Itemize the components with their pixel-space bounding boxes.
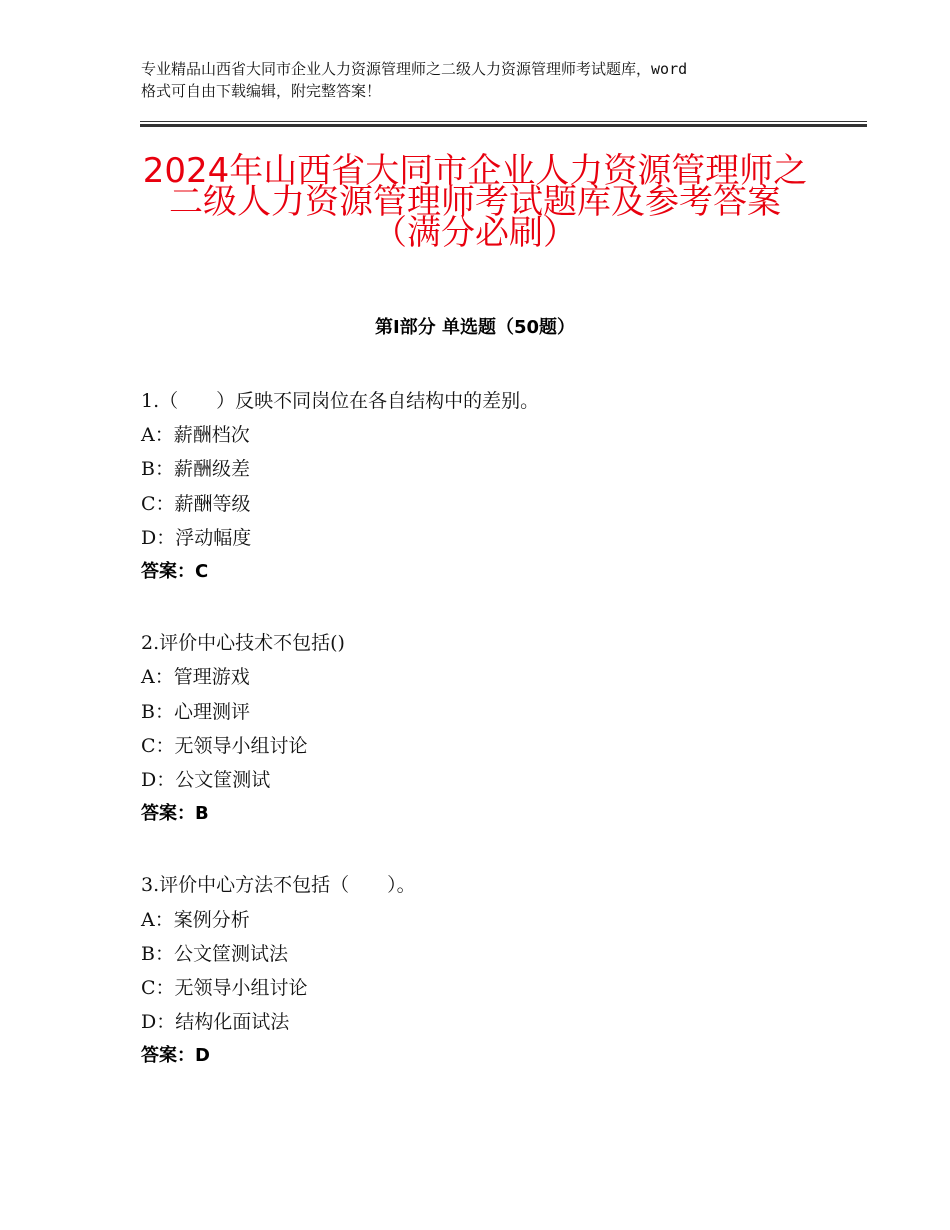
title-line: 二级人力资源管理师考试题库及参考答案 <box>169 182 781 222</box>
option-d: D：结构化面试法 <box>141 1011 290 1034</box>
question-list <box>141 384 841 1111</box>
header-divider-thick <box>140 124 867 127</box>
option-c: C：薪酬等级 <box>141 492 251 515</box>
title-line: 2024年山西省大同市企业人力资源管理师之 <box>142 151 808 191</box>
question-item <box>141 626 841 831</box>
answer-key: 答案：C <box>141 561 209 583</box>
answer-key: 答案：B <box>141 803 209 825</box>
question-stem: 3.评价中心方法不包括（ ）。 <box>141 874 416 897</box>
answer-key: 答案：D <box>141 1045 210 1067</box>
option-b: B：心理测评 <box>141 700 250 723</box>
header-note-line: 专业精品山西省大同市企业人力资源管理师之二级人力资源管理师考试题库，word <box>141 60 688 78</box>
question-item <box>141 868 841 1073</box>
option-d: D：浮动幅度 <box>141 526 252 549</box>
title-line: （满分必刷） <box>373 213 577 253</box>
option-b: B：公文筐测试法 <box>141 942 288 965</box>
question-item <box>141 384 841 589</box>
header-note <box>141 58 831 102</box>
option-a: A：薪酬档次 <box>141 424 250 447</box>
header-divider-thin <box>140 121 867 122</box>
option-c: C：无领导小组讨论 <box>141 977 308 1000</box>
option-a: A：案例分析 <box>141 908 250 931</box>
question-stem: 2.评价中心技术不包括() <box>141 632 345 655</box>
question-stem: 1.（ ）反映不同岗位在各自结构中的差别。 <box>141 390 540 412</box>
option-d: D：公文筐测试 <box>141 769 271 792</box>
option-a: A：管理游戏 <box>141 666 250 689</box>
option-c: C：无领导小组讨论 <box>141 734 308 757</box>
option-b: B：薪酬级差 <box>141 458 250 481</box>
section-heading: 第Ⅰ部分 单选题（50题） <box>374 317 575 338</box>
header-note-line: 格式可自由下载编辑，附完整答案！ <box>141 82 382 100</box>
document-title <box>100 151 850 253</box>
